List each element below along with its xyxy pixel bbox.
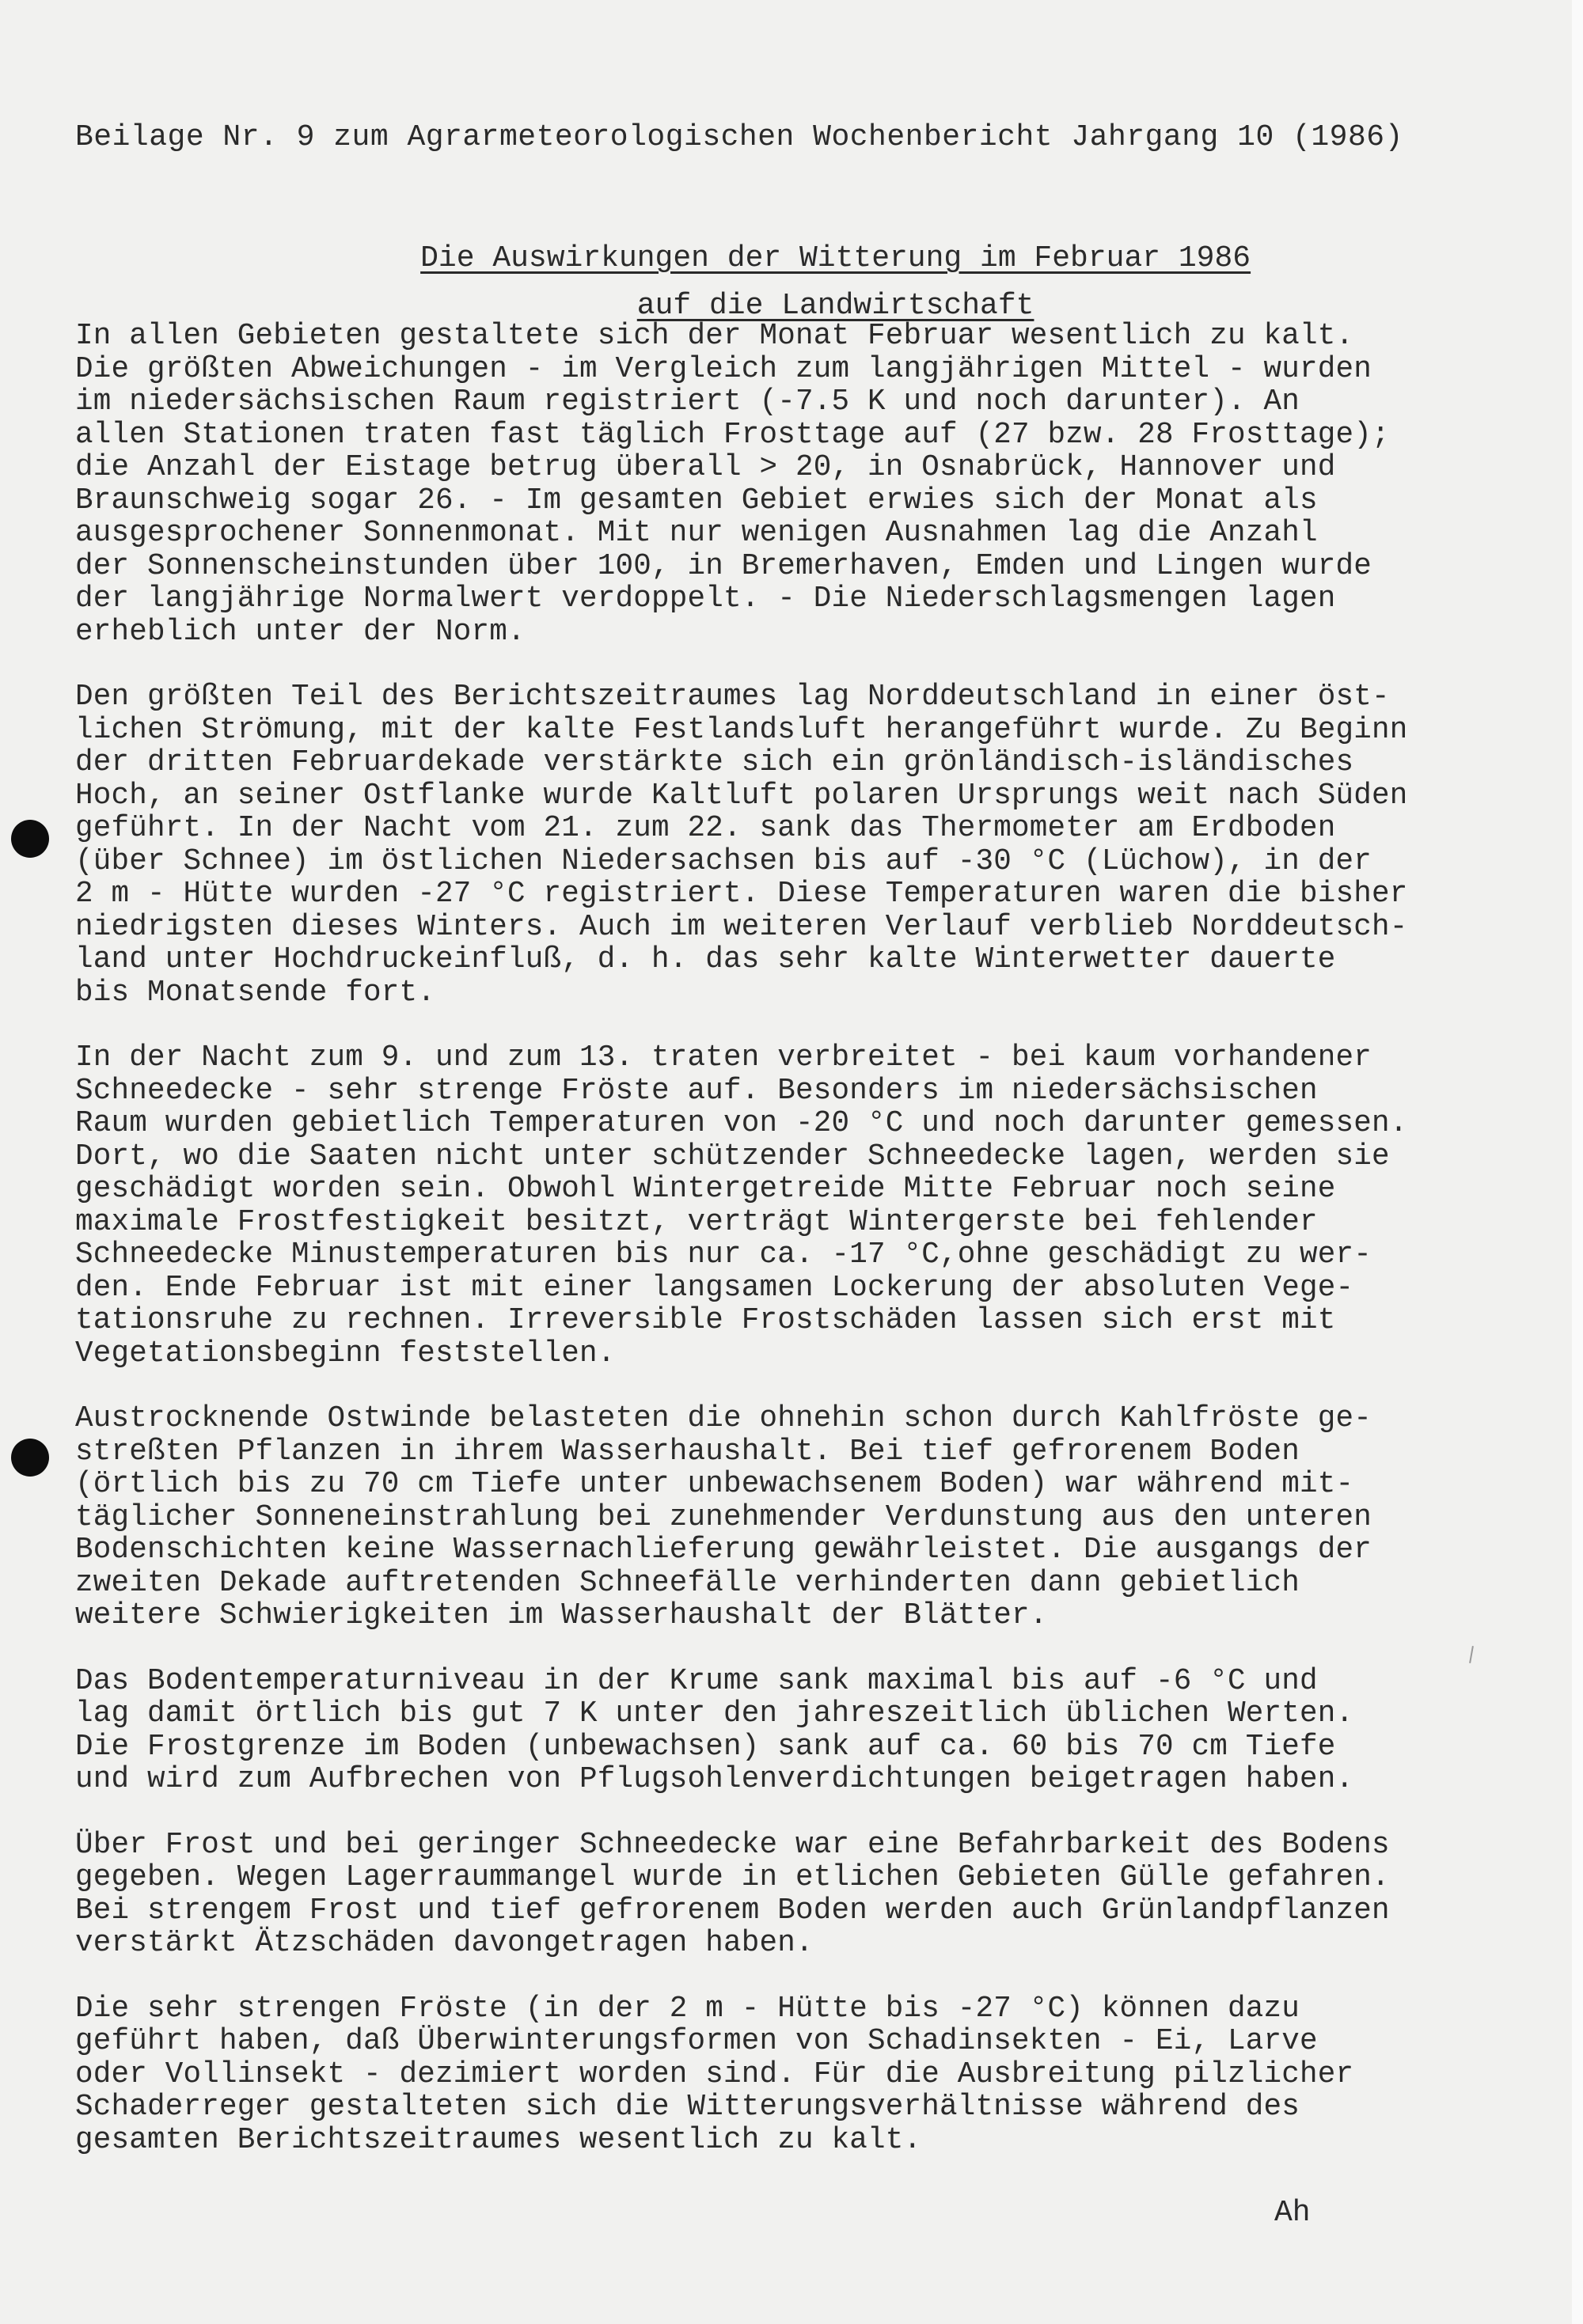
text-line: im niedersächsischen Raum registriert (-7.5 K und noch darunter). An bbox=[75, 385, 1300, 419]
title-text-2: auf die Landwirtschaft bbox=[636, 289, 1034, 323]
text-line: Die sehr strengen Fröste (in der 2 m - Hütte bis -27 °C) können dazu bbox=[75, 1992, 1300, 2026]
text-line: Dort, wo die Saaten nicht unter schützender Schneedecke lagen, werden sie bbox=[75, 1139, 1390, 1173]
text-line: allen Stationen traten fast täglich Frosttage auf (27 bzw. 28 Frosttage); bbox=[75, 418, 1390, 452]
text-line: geschädigt worden sein. Obwohl Wintergetreide Mitte Februar noch seine bbox=[75, 1173, 1336, 1206]
text-line: Schneedecke Minustemperaturen bis nur ca. -17 °C,ohne geschädigt zu wer- bbox=[75, 1238, 1372, 1272]
text-line: Die größten Abweichungen - im Vergleich zum langjährigen Mittel - wurden bbox=[75, 352, 1372, 386]
text-line: erheblich unter der Norm. bbox=[75, 615, 526, 649]
text-line: der Sonnenscheinstunden über 100, in Bremerhaven, Emden und Lingen wurde bbox=[75, 549, 1372, 583]
text-line: (über Schnee) im östlichen Niedersachsen bis auf -30 °C (Lüchow), in der bbox=[75, 844, 1372, 878]
text-line: lag damit örtlich bis gut 7 K unter den jahreszeitlich üblichen Werten. bbox=[75, 1697, 1354, 1731]
text-line: der dritten Februardekade verstärkte sich ein grönländisch-isländisches bbox=[75, 746, 1354, 779]
text-line: land unter Hochdruckeinfluß, d. h. das sehr kalte Winterwetter dauerte bbox=[75, 943, 1336, 976]
text-line: niedrigsten dieses Winters. Auch im weiteren Verlauf verblieb Norddeutsch- bbox=[75, 910, 1408, 944]
text-line: 2 m - Hütte wurden -27 °C registriert. Diese Temperaturen waren die bisher bbox=[75, 878, 1408, 911]
text-line: Das Bodentemperaturniveau in der Krume sank maximal bis auf -6 °C und bbox=[75, 1664, 1318, 1698]
paragraph bbox=[75, 1666, 1524, 1797]
title-text-1: Die Auswirkungen der Witterung im Februar 1986 bbox=[420, 241, 1251, 275]
text-line: Bei strengem Frost und tief gefrorenem Boden werden auch Grünlandpflanzen bbox=[75, 1894, 1390, 1928]
text-line: den. Ende Februar ist mit einer langsamen Lockerung der absoluten Vege- bbox=[75, 1271, 1354, 1305]
text-line: die Anzahl der Eistage betrug überall > 20, in Osnabrück, Hannover und bbox=[75, 451, 1336, 484]
text-line: Schneedecke - sehr strenge Fröste auf. Besonders im niedersächsischen bbox=[75, 1074, 1318, 1108]
text-line: Über Frost und bei geringer Schneedecke war eine Befahrbarkeit des Bodens bbox=[75, 1828, 1390, 1862]
paragraph bbox=[75, 1403, 1524, 1633]
paragraph bbox=[75, 1993, 1524, 2158]
text-line: Die Frostgrenze im Boden (unbewachsen) sank auf ca. 60 bis 70 cm Tiefe bbox=[75, 1730, 1336, 1764]
paragraph bbox=[75, 320, 1524, 649]
text-line: tationsruhe zu rechnen. Irreversible Frostschäden lassen sich erst mit bbox=[75, 1304, 1336, 1337]
text-line: In der Nacht zum 9. und zum 13. traten verbreitet - bei kaum vorhandener bbox=[75, 1041, 1372, 1075]
text-line: lichen Strömung, mit der kalte Festlandsluft herangeführt wurde. Zu Beginn bbox=[75, 713, 1408, 747]
text-line: (örtlich bis zu 70 cm Tiefe unter unbewachsenem Boden) war während mit- bbox=[75, 1468, 1354, 1501]
text-line: Bodenschichten keine Wassernachlieferung gewährleistet. Die ausgangs der bbox=[75, 1534, 1372, 1567]
text-line: Schaderreger gestalteten sich die Witterungsverhältnisse während des bbox=[75, 2091, 1300, 2124]
text-line: Raum wurden gebietlich Temperaturen von -20 °C und noch darunter gemessen. bbox=[75, 1107, 1408, 1140]
author-initials: Ah bbox=[1274, 2196, 1311, 2230]
text-line: Braunschweig sogar 26. - Im gesamten Gebiet erwies sich der Monat als bbox=[75, 483, 1318, 517]
text-line: Austrocknende Ostwinde belasteten die ohnehin schon durch Kahlfröste ge- bbox=[75, 1402, 1372, 1435]
text-line: und wird zum Aufbrechen von Pflugsohlenverdichtungen beigetragen haben. bbox=[75, 1763, 1354, 1796]
supplement-header: Beilage Nr. 9 zum Agrarmeteorologischen Wochenbericht Jahrgang 10 (1986) bbox=[75, 120, 1403, 154]
paragraph bbox=[75, 1829, 1524, 1961]
text-line: bis Monatsende fort. bbox=[75, 976, 436, 1010]
text-line: oder Vollinsekt - dezimiert worden sind. Für die Ausbreitung pilzlicher bbox=[75, 2057, 1354, 2091]
text-line: geführt haben, daß Überwinterungsformen von Schadinsekten - Ei, Larve bbox=[75, 2025, 1318, 2058]
text-line: In allen Gebieten gestaltete sich der Monat Februar wesentlich zu kalt. bbox=[75, 320, 1354, 353]
text-line: der langjährige Normalwert verdoppelt. - Die Niederschlagsmengen lagen bbox=[75, 582, 1336, 616]
text-line: streßten Pflanzen in ihrem Wasserhaushalt. Bei tief gefrorenem Boden bbox=[75, 1435, 1300, 1469]
paragraph bbox=[75, 681, 1524, 1010]
text-line: gesamten Berichtszeitraumes wesentlich zu kalt. bbox=[75, 2123, 922, 2157]
text-line: Den größten Teil des Berichtszeitraumes lag Norddeutschland in einer öst- bbox=[75, 681, 1390, 714]
text-line: geführt. In der Nacht vom 21. zum 22. sank das Thermometer am Erdboden bbox=[75, 812, 1336, 845]
punch-hole bbox=[11, 1439, 49, 1477]
text-line: zweiten Dekade auftretenden Schneefälle verhinderten dann gebietlich bbox=[75, 1566, 1300, 1600]
text-line: Hoch, an seiner Ostflanke wurde Kaltluft polaren Ursprungs weit nach Süden bbox=[75, 779, 1408, 813]
text-line: verstärkt Ätzschäden davongetragen haben. bbox=[75, 1927, 814, 1960]
text-line: maximale Frostfestigkeit besitzt, verträgt Wintergerste bei fehlender bbox=[75, 1205, 1318, 1239]
punch-hole bbox=[11, 820, 49, 858]
text-line: Vegetationsbeginn feststellen. bbox=[75, 1336, 616, 1371]
text-line: täglicher Sonneneinstrahlung bei zunehmender Verdunstung aus den unteren bbox=[75, 1500, 1372, 1534]
text-line: weitere Schwierigkeiten im Wasserhaushalt der Blätter. bbox=[75, 1599, 1048, 1632]
report-body bbox=[75, 320, 1524, 2189]
text-line: gegeben. Wegen Lagerraummangel wurde in etlichen Gebieten Gülle gefahren. bbox=[75, 1861, 1390, 1894]
paragraph bbox=[75, 1042, 1524, 1371]
text-line: ausgesprochener Sonnenmonat. Mit nur wenigen Ausnahmen lag die Anzahl bbox=[75, 517, 1318, 550]
